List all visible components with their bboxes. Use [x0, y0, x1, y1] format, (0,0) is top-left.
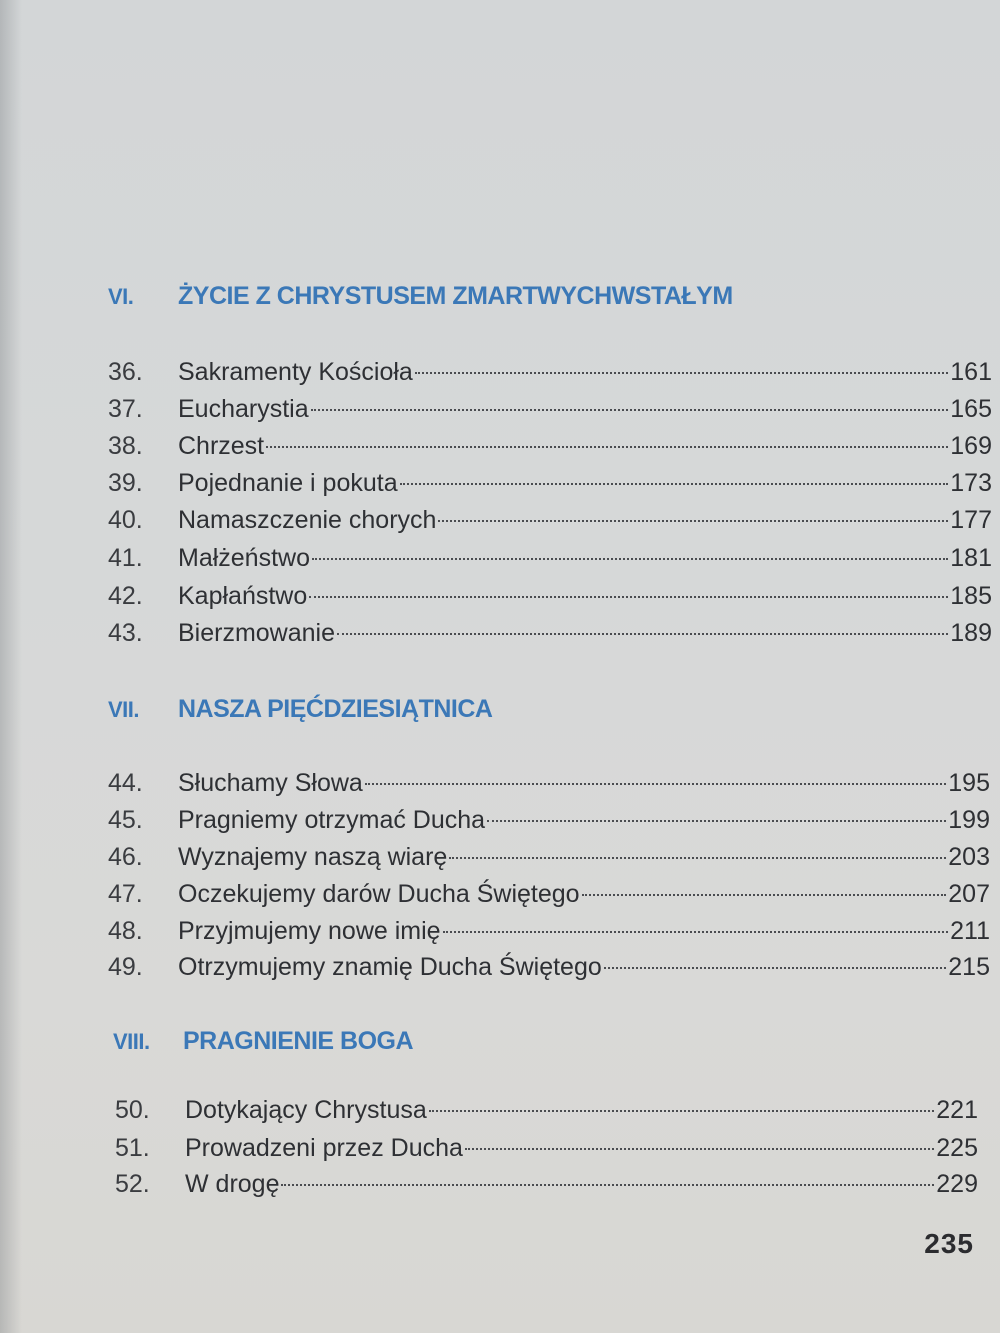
section-title: NASZA PIĘĆDZIESIĄTNICA: [178, 695, 493, 723]
toc-entry[interactable]: [115, 1094, 978, 1126]
entry-page: 195: [948, 769, 990, 797]
section-number: VII.: [108, 697, 140, 722]
toc-entry[interactable]: [108, 915, 990, 947]
entry-number: 39.: [108, 469, 143, 497]
dot-leader: [429, 1110, 935, 1112]
entry-title: Dotykający Chrystusa: [185, 1096, 427, 1124]
entry-page: 165: [950, 395, 992, 423]
entry-title: Chrzest: [178, 432, 265, 460]
toc-entry[interactable]: [108, 878, 990, 910]
entry-page: 229: [936, 1170, 978, 1198]
entry-number: 49.: [108, 953, 143, 981]
entry-title: Bierzmowanie: [178, 619, 336, 647]
entry-page: 161: [950, 358, 992, 386]
toc-entry[interactable]: [108, 767, 990, 799]
dot-leader: [311, 409, 949, 411]
dot-leader: [281, 1184, 934, 1186]
toc-entry[interactable]: [108, 393, 992, 425]
toc-entry[interactable]: [108, 504, 992, 536]
entry-number: 38.: [108, 432, 143, 460]
entry-title: Pragniemy otrzymać Ducha: [178, 806, 486, 834]
entry-number: 45.: [108, 806, 143, 834]
toc-entry[interactable]: [108, 951, 990, 983]
entry-page: 203: [948, 843, 990, 871]
entry-page: 207: [948, 880, 990, 908]
dot-leader: [604, 967, 947, 969]
toc-entry[interactable]: [115, 1132, 978, 1164]
entry-number: 50.: [115, 1096, 150, 1124]
page-number: 235: [924, 1228, 974, 1259]
entry-title: Przyjmujemy nowe imię: [178, 917, 441, 945]
toc-entry[interactable]: [108, 841, 990, 873]
dot-leader: [449, 857, 946, 859]
entry-title: Słuchamy Słowa: [178, 769, 363, 797]
dot-leader: [365, 783, 946, 785]
entry-page: 189: [950, 619, 992, 647]
entry-title: Namaszczenie chorych: [178, 506, 437, 534]
section-header-vi: [108, 282, 733, 311]
dot-leader: [443, 931, 949, 933]
section-header-vii: [108, 695, 492, 724]
toc-entry[interactable]: [108, 617, 992, 649]
entry-number: 37.: [108, 395, 143, 423]
entry-page: 177: [950, 506, 992, 534]
entry-number: 43.: [108, 619, 143, 647]
entry-number: 36.: [108, 358, 143, 386]
section-title: ŻYCIE Z CHRYSTUSEM ZMARTWYCHWSTAŁYM: [178, 282, 733, 310]
section-number: VI.: [108, 284, 134, 309]
dot-leader: [582, 894, 947, 896]
entry-page: 225: [936, 1134, 978, 1162]
entry-title: Oczekujemy darów Ducha Świętego: [178, 880, 580, 908]
toc-entry[interactable]: [108, 542, 992, 574]
section-number: VIII.: [113, 1029, 150, 1054]
entry-number: 52.: [115, 1170, 150, 1198]
entry-number: 51.: [115, 1134, 150, 1162]
entry-page: 169: [950, 432, 992, 460]
dot-leader: [312, 558, 948, 560]
dot-leader: [400, 483, 949, 485]
dot-leader: [337, 633, 948, 635]
page-edge-shadow: [0, 0, 22, 1333]
entry-number: 48.: [108, 917, 143, 945]
entry-page: 181: [950, 544, 992, 572]
entry-number: 40.: [108, 506, 143, 534]
dot-leader: [309, 596, 948, 598]
entry-page: 185: [950, 582, 992, 610]
toc-entry[interactable]: [108, 580, 992, 612]
dot-leader: [487, 820, 946, 822]
entry-title: Prowadzeni przez Ducha: [185, 1134, 463, 1162]
section-title: PRAGNIENIE BOGA: [183, 1027, 414, 1055]
section-header-viii: [113, 1027, 413, 1056]
entry-page: 211: [950, 917, 990, 945]
entry-number: 41.: [108, 544, 143, 572]
entry-title: Małżeństwo: [178, 544, 310, 572]
entry-number: 47.: [108, 880, 143, 908]
entry-title: Pojednanie i pokuta: [178, 469, 398, 497]
entry-number: 44.: [108, 769, 143, 797]
entry-page: 173: [950, 469, 992, 497]
toc-entry[interactable]: [108, 804, 990, 836]
entry-number: 46.: [108, 843, 143, 871]
dot-leader: [438, 520, 948, 522]
entry-title: Wyznajemy naszą wiarę: [178, 843, 448, 871]
toc-entry[interactable]: [108, 356, 992, 388]
dot-leader: [415, 372, 948, 374]
toc-entry[interactable]: [115, 1168, 978, 1200]
entry-title: Sakramenty Kościoła: [178, 358, 413, 386]
entry-title: Eucharystia: [178, 395, 309, 423]
entry-page: 221: [936, 1096, 978, 1124]
toc-entry[interactable]: [108, 467, 992, 499]
dot-leader: [465, 1148, 934, 1150]
toc-entry[interactable]: [108, 430, 992, 462]
entry-number: 42.: [108, 582, 143, 610]
entry-page: 199: [948, 806, 990, 834]
entry-page: 215: [948, 953, 990, 981]
entry-title: Otrzymujemy znamię Ducha Świętego: [178, 953, 602, 981]
entry-title: W drogę: [185, 1170, 280, 1198]
entry-title: Kapłaństwo: [178, 582, 308, 610]
dot-leader: [266, 446, 948, 448]
